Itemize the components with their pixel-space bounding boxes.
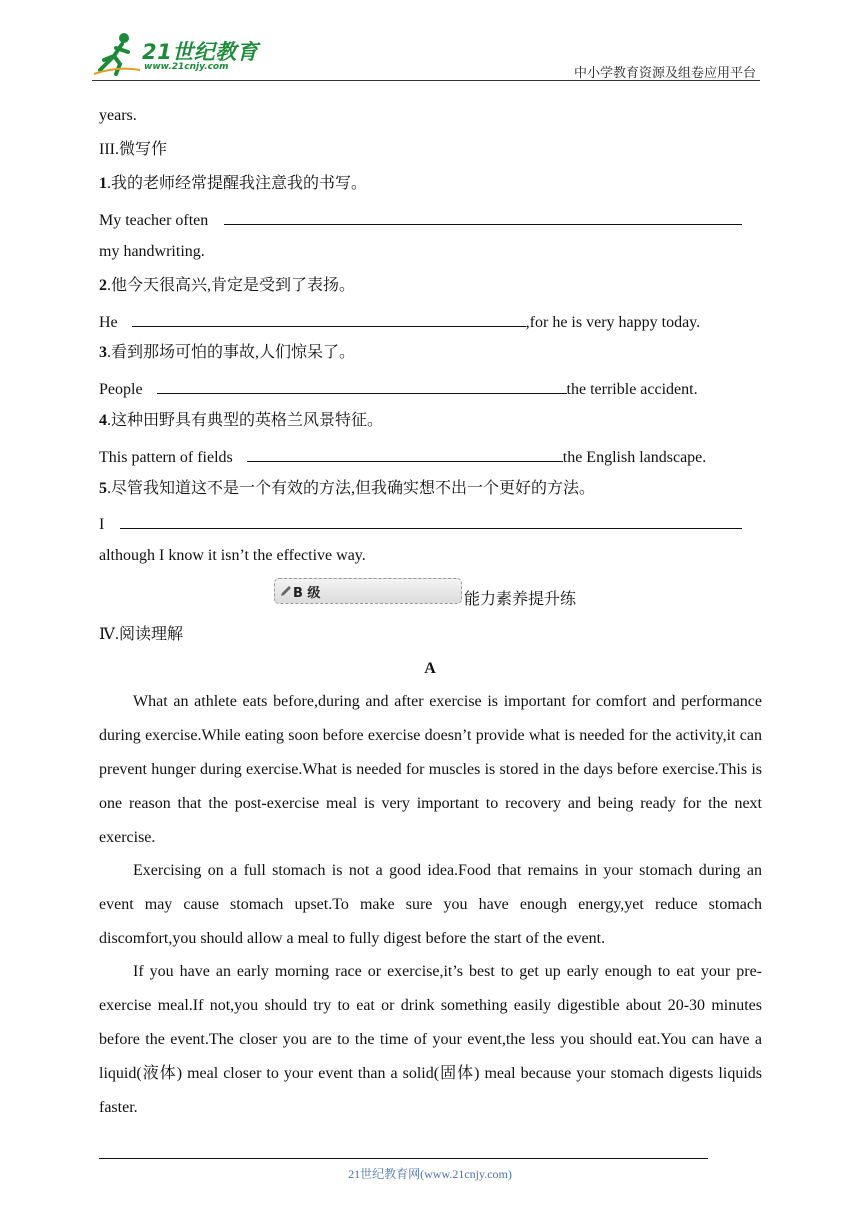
passage-paragraph: Exercising on a full stomach is not a good idea.Food that remains in your stomach during an event may cause stomach upset.To make sure you have enough energy,yet reduce stomach discomfort,you should allow a meal to fully digest before the start of the event. [99,862,762,947]
question-chinese: .尽管我知道这不是一个有效的方法,但我确实想不出一个更好的方法。 [107,480,596,497]
section-heading: III.微写作 [99,141,167,158]
question-prompt [99,276,355,296]
answer-continuation: my handwriting. [99,243,205,260]
question-number: 1 [99,175,107,192]
header-divider [92,80,760,81]
footer-text: 21世纪教育网(www.21cnjy.com) [348,1167,512,1181]
answer-blank[interactable] [157,377,567,394]
site-logo [92,30,262,80]
answer-line [99,445,706,468]
question-prompt [99,174,367,194]
question-chinese: .我的老师经常提醒我注意我的书写。 [107,175,368,192]
answer-continuation: although I know it isn’t the effective way. [99,547,366,564]
question-number: 2 [99,277,107,294]
question-number: 5 [99,480,107,497]
question-chinese: .他今天很高兴,肯定是受到了表扬。 [107,277,356,294]
passage-paragraph: What an athlete eats before,during and after exercise is important for comfort and performance during exercise.While eating soon before exercise doesn’t provide what is needed for the activity,it can prevent hunger during exercise.What is needed for muscles is stored in the days before exercise.This is one reason that the post-exercise meal is very important to recovery and being ready for the next exercise. [99,693,762,846]
question-number: 3 [99,344,107,361]
logo-text: 21世纪教育 [142,40,259,64]
answer-prefix: I [99,516,105,533]
answer-line [99,377,698,400]
question-chinese: .看到那场可怕的事故,人们惊呆了。 [107,344,356,361]
answer-prefix: People [99,381,143,398]
answer-prefix: He [99,314,118,331]
answer-prefix: This pattern of fields [99,449,233,466]
answer-line [99,310,700,333]
level-badge [274,578,462,604]
question-prompt [99,343,355,363]
question-prompt [99,411,383,431]
answer-prefix: My teacher often [99,212,209,229]
section-heading: Ⅳ.阅读理解 [99,626,183,643]
platform-name: 中小学教育资源及组卷应用平台 [573,65,756,80]
answer-line [99,208,742,231]
answer-blank[interactable] [247,445,563,462]
question-prompt [99,479,595,499]
level-label: 能力素养提升练 [464,591,577,608]
answer-blank[interactable] [224,208,742,225]
level-badge-text: B 级 [293,586,321,601]
logo-url: www.21cnjy.com [144,62,229,72]
question-chinese: .这种田野具有典型的英格兰风景特征。 [107,412,384,429]
answer-suffix: the English landscape. [562,449,707,466]
passage-title: A [424,660,436,677]
answer-suffix: the terrible accident. [566,381,698,398]
question-number: 4 [99,412,107,429]
answer-blank[interactable] [132,310,526,327]
answer-suffix: ,for he is very happy today. [525,314,701,331]
carry-over-text: years. [99,107,137,124]
passage-paragraph: If you have an early morning race or exercise,it’s best to get up early enough to eat your pre-exercise meal.If not,you should try to eat or drink something easily digestible about 20-30 minutes before the event.The closer you are to the time of your event,the less you should eat.You can have a liquid(液体) meal closer to your event than a solid(固体) meal because your stomach digests liquids faster. [99,963,762,1116]
answer-blank[interactable] [120,512,742,529]
runner-icon [92,30,142,78]
footer-divider [99,1158,708,1159]
pencil-icon [279,584,293,598]
answer-line [99,512,742,535]
